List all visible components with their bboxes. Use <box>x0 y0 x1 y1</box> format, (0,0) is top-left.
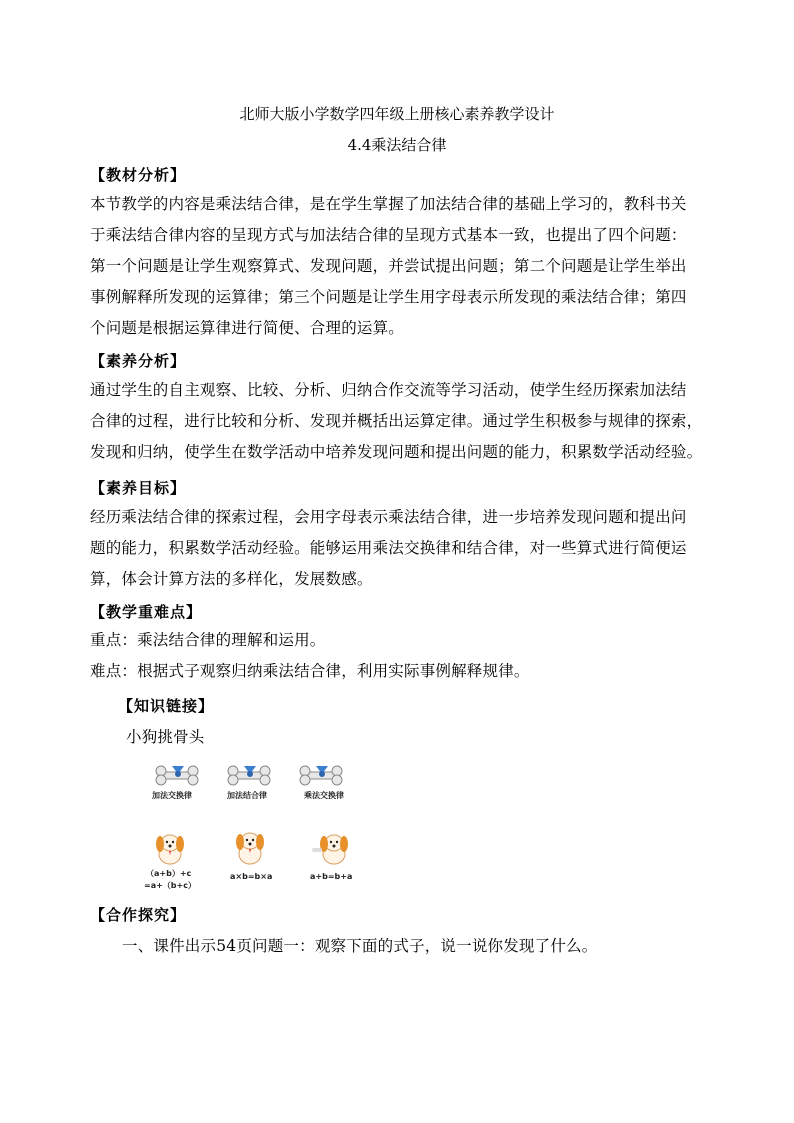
dog-label: a×b=b×a <box>230 872 273 881</box>
text-line: 个问题是根据运算律进行简便、合理的运算。 <box>90 319 405 337</box>
knowledge-link-caption: 小狗挑骨头 <box>126 728 205 746</box>
heading-key-points: 【教学重难点】 <box>90 603 203 621</box>
bone-icon <box>298 762 344 788</box>
dog-label: =a+（b+c） <box>144 881 196 890</box>
key-point: 重点：乘法结合律的理解和运用。 <box>90 631 326 649</box>
text-line: 本节教学的内容是乘法结合律，是在学生掌握了加法结合律的基础上学习的，教科书关 <box>90 195 687 213</box>
key-points-text <box>90 625 710 687</box>
literacy-goals-text <box>90 502 710 595</box>
text-line: 算，体会计算方法的多样化，发展数感。 <box>90 570 373 588</box>
literacy-analysis-text <box>90 375 710 468</box>
exploration-text <box>122 931 742 962</box>
text-line: 合律的过程，进行比较和分析、发现并概括出运算定律。通过学生积极参与规律的探索， <box>90 412 703 430</box>
lesson-subtitle: 4.4乘法结合律 <box>347 136 447 154</box>
heading-material-analysis: 【教材分析】 <box>90 166 187 184</box>
bone-label: 加法结合律 <box>227 791 267 800</box>
text-line: 一、课件出示54页问题一：观察下面的式子，说一说你发现了什么。 <box>122 937 598 955</box>
dog-bone-figure <box>140 756 380 896</box>
bone-icon <box>154 762 200 788</box>
heading-cooperative-exploration: 【合作探究】 <box>90 906 187 924</box>
dog-icon <box>150 830 190 866</box>
dog-label: （a+b）+c <box>146 869 192 878</box>
text-line: 通过学生的自主观察、比较、分析、归纳合作交流等学习活动，使学生经历探索加法结 <box>90 381 687 399</box>
text-line: 第一个问题是让学生观察算式、发现问题，并尝试提出问题；第二个问题是让学生举出 <box>90 257 687 275</box>
text-line: 发现和归纳，使学生在数学活动中培养发现问题和提出问题的能力，积累数学活动经验。 <box>90 443 703 461</box>
dog-icon <box>230 828 270 866</box>
material-analysis-text <box>90 189 710 344</box>
heading-literacy-analysis: 【素养分析】 <box>90 352 187 370</box>
heading-knowledge-link: 【知识链接】 <box>118 697 215 715</box>
dog-label: a+b=b+a <box>310 872 353 881</box>
difficult-point: 难点：根据式子观察归纳乘法结合律，利用实际事例解释规律。 <box>90 662 530 680</box>
text-line: 题的能力，积累数学活动经验。能够运用乘法交换律和结合律，对一些算式进行简便运 <box>90 539 687 557</box>
bone-label: 乘法交换律 <box>304 791 344 800</box>
text-line: 经历乘法结合律的探索过程，会用字母表示乘法结合律，进一步培养发现问题和提出问 <box>90 508 687 526</box>
text-line: 于乘法结合律内容的呈现方式与加法结合律的呈现方式基本一致，也提出了四个问题： <box>90 226 687 244</box>
bone-label: 加法交换律 <box>152 791 192 800</box>
dog-icon <box>310 830 354 866</box>
document-title: 北师大版小学数学四年级上册核心素养教学设计 <box>239 105 555 123</box>
bone-icon <box>226 762 272 788</box>
heading-literacy-goals: 【素养目标】 <box>90 479 187 497</box>
text-line: 事例解释所发现的运算律；第三个问题是让学生用字母表示所发现的乘法结合律；第四 <box>90 288 687 306</box>
